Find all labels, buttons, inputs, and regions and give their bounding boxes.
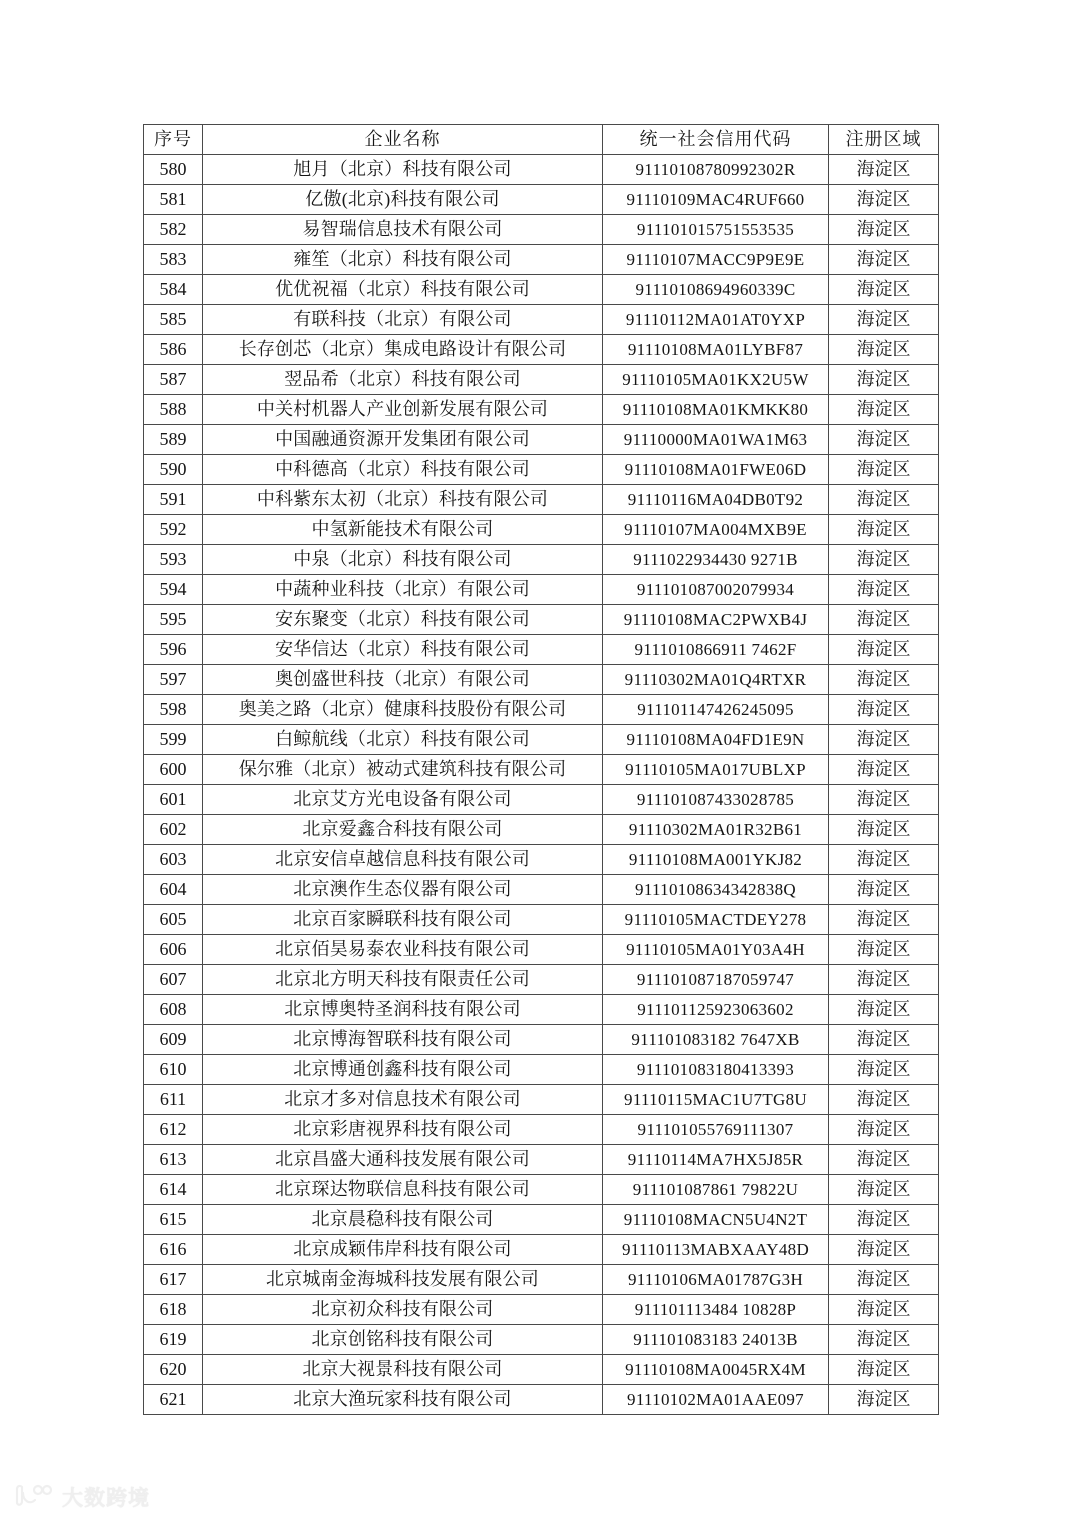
cell-index: 621 bbox=[144, 1385, 203, 1415]
cell-index: 599 bbox=[144, 725, 203, 755]
table-row bbox=[144, 995, 939, 1025]
cell-index: 598 bbox=[144, 695, 203, 725]
cell-registration-area: 海淀区 bbox=[829, 725, 939, 755]
table-header-row bbox=[144, 125, 939, 155]
cell-registration-area: 海淀区 bbox=[829, 905, 939, 935]
cell-credit-code: 9111010866911 7462F bbox=[603, 635, 829, 665]
cell-company-name: 中关村机器人产业创新发展有限公司 bbox=[203, 395, 603, 425]
table-row bbox=[144, 515, 939, 545]
table-row bbox=[144, 1115, 939, 1145]
cell-registration-area: 海淀区 bbox=[829, 1115, 939, 1145]
cell-credit-code: 91110102MA01AAE097 bbox=[603, 1385, 829, 1415]
table-row bbox=[144, 725, 939, 755]
cell-index: 592 bbox=[144, 515, 203, 545]
cell-company-name: 北京大视景科技有限公司 bbox=[203, 1355, 603, 1385]
cell-index: 608 bbox=[144, 995, 203, 1025]
cell-index: 591 bbox=[144, 485, 203, 515]
cell-company-name: 长存创芯（北京）集成电路设计有限公司 bbox=[203, 335, 603, 365]
cell-credit-code: 911101087187059747 bbox=[603, 965, 829, 995]
cell-credit-code: 91110105MA017UBLXP bbox=[603, 755, 829, 785]
cell-registration-area: 海淀区 bbox=[829, 1055, 939, 1085]
cell-registration-area: 海淀区 bbox=[829, 245, 939, 275]
cell-registration-area: 海淀区 bbox=[829, 425, 939, 455]
cell-registration-area: 海淀区 bbox=[829, 1295, 939, 1325]
cell-index: 619 bbox=[144, 1325, 203, 1355]
cell-company-name: 中氢新能技术有限公司 bbox=[203, 515, 603, 545]
table-row bbox=[144, 1295, 939, 1325]
table-row bbox=[144, 935, 939, 965]
cell-credit-code: 9111022934430 9271B bbox=[603, 545, 829, 575]
cell-registration-area: 海淀区 bbox=[829, 845, 939, 875]
cell-company-name: 北京安信卓越信息科技有限公司 bbox=[203, 845, 603, 875]
table-row bbox=[144, 1145, 939, 1175]
cell-index: 618 bbox=[144, 1295, 203, 1325]
cell-company-name: 北京成颖伟岸科技有限公司 bbox=[203, 1235, 603, 1265]
watermark bbox=[14, 1482, 150, 1512]
cell-registration-area: 海淀区 bbox=[829, 515, 939, 545]
cell-credit-code: 91110108780992302R bbox=[603, 155, 829, 185]
cell-index: 583 bbox=[144, 245, 203, 275]
cell-index: 600 bbox=[144, 755, 203, 785]
cell-index: 582 bbox=[144, 215, 203, 245]
cell-index: 580 bbox=[144, 155, 203, 185]
cell-credit-code: 91110108MAC2PWXB4J bbox=[603, 605, 829, 635]
cell-company-name: 保尔雅（北京）被动式建筑科技有限公司 bbox=[203, 755, 603, 785]
table-row bbox=[144, 275, 939, 305]
table-row bbox=[144, 875, 939, 905]
cell-index: 585 bbox=[144, 305, 203, 335]
cell-company-name: 亿傲(北京)科技有限公司 bbox=[203, 185, 603, 215]
cell-index: 612 bbox=[144, 1115, 203, 1145]
cell-credit-code: 911101083182 7647XB bbox=[603, 1025, 829, 1055]
cell-company-name: 北京博通创鑫科技有限公司 bbox=[203, 1055, 603, 1085]
cell-company-name: 易智瑞信息技术有限公司 bbox=[203, 215, 603, 245]
cell-index: 601 bbox=[144, 785, 203, 815]
cell-credit-code: 91110114MA7HX5J85R bbox=[603, 1145, 829, 1175]
cell-registration-area: 海淀区 bbox=[829, 575, 939, 605]
cell-registration-area: 海淀区 bbox=[829, 635, 939, 665]
cell-index: 609 bbox=[144, 1025, 203, 1055]
cell-company-name: 优优祝福（北京）科技有限公司 bbox=[203, 275, 603, 305]
table-row bbox=[144, 695, 939, 725]
table-row bbox=[144, 1055, 939, 1085]
cell-credit-code: 91110000MA01WA1M63 bbox=[603, 425, 829, 455]
column-header-company-name: 企业名称 bbox=[203, 125, 603, 155]
cell-index: 586 bbox=[144, 335, 203, 365]
cell-company-name: 安东聚变（北京）科技有限公司 bbox=[203, 605, 603, 635]
cell-registration-area: 海淀区 bbox=[829, 545, 939, 575]
table-row bbox=[144, 1085, 939, 1115]
cell-registration-area: 海淀区 bbox=[829, 305, 939, 335]
cell-company-name: 北京澳作生态仪器有限公司 bbox=[203, 875, 603, 905]
cell-registration-area: 海淀区 bbox=[829, 1145, 939, 1175]
watermark-text: 大数跨境 bbox=[62, 1487, 150, 1510]
cell-credit-code: 91110105MA01KX2U5W bbox=[603, 365, 829, 395]
table-row bbox=[144, 605, 939, 635]
cell-index: 594 bbox=[144, 575, 203, 605]
cell-company-name: 北京才多对信息技术有限公司 bbox=[203, 1085, 603, 1115]
cell-registration-area: 海淀区 bbox=[829, 875, 939, 905]
cell-credit-code: 91110105MACTDEY278 bbox=[603, 905, 829, 935]
cell-registration-area: 海淀区 bbox=[829, 965, 939, 995]
table-row bbox=[144, 1025, 939, 1055]
cell-index: 617 bbox=[144, 1265, 203, 1295]
cell-index: 605 bbox=[144, 905, 203, 935]
cell-credit-code: 91110108MA01FWE06D bbox=[603, 455, 829, 485]
cell-registration-area: 海淀区 bbox=[829, 785, 939, 815]
table-row bbox=[144, 545, 939, 575]
table-row bbox=[144, 755, 939, 785]
cell-index: 613 bbox=[144, 1145, 203, 1175]
cell-registration-area: 海淀区 bbox=[829, 455, 939, 485]
cell-credit-code: 91110108MA04FD1E9N bbox=[603, 725, 829, 755]
cell-credit-code: 911101087002079934 bbox=[603, 575, 829, 605]
cell-registration-area: 海淀区 bbox=[829, 185, 939, 215]
cell-index: 620 bbox=[144, 1355, 203, 1385]
cell-credit-code: 911101055769111307 bbox=[603, 1115, 829, 1145]
table-header bbox=[144, 125, 939, 155]
cell-company-name: 雍笙（北京）科技有限公司 bbox=[203, 245, 603, 275]
cell-company-name: 北京晨稳科技有限公司 bbox=[203, 1205, 603, 1235]
table-row bbox=[144, 905, 939, 935]
table-row bbox=[144, 635, 939, 665]
cell-company-name: 北京佰昊易泰农业科技有限公司 bbox=[203, 935, 603, 965]
cell-credit-code: 91110109MAC4RUF660 bbox=[603, 185, 829, 215]
cell-index: 597 bbox=[144, 665, 203, 695]
cell-company-name: 中国融通资源开发集团有限公司 bbox=[203, 425, 603, 455]
registry-table-container bbox=[143, 124, 938, 1415]
cell-registration-area: 海淀区 bbox=[829, 995, 939, 1025]
cell-registration-area: 海淀区 bbox=[829, 665, 939, 695]
cell-credit-code: 91110115MAC1U7TG8U bbox=[603, 1085, 829, 1115]
table-row bbox=[144, 155, 939, 185]
table-row bbox=[144, 1205, 939, 1235]
cell-registration-area: 海淀区 bbox=[829, 335, 939, 365]
table-row bbox=[144, 1385, 939, 1415]
table-row bbox=[144, 1355, 939, 1385]
cell-index: 616 bbox=[144, 1235, 203, 1265]
cell-company-name: 有联科技（北京）有限公司 bbox=[203, 305, 603, 335]
dashu-logo-icon bbox=[14, 1484, 54, 1510]
cell-credit-code: 91110106MA01787G3H bbox=[603, 1265, 829, 1295]
cell-company-name: 翌品希（北京）科技有限公司 bbox=[203, 365, 603, 395]
table-row bbox=[144, 395, 939, 425]
cell-credit-code: 911101147426245095 bbox=[603, 695, 829, 725]
cell-credit-code: 91110108MA0045RX4M bbox=[603, 1355, 829, 1385]
cell-registration-area: 海淀区 bbox=[829, 1355, 939, 1385]
table-row bbox=[144, 425, 939, 455]
cell-company-name: 中科紫东太初（北京）科技有限公司 bbox=[203, 485, 603, 515]
cell-company-name: 北京城南金海城科技发展有限公司 bbox=[203, 1265, 603, 1295]
cell-credit-code: 91110108694960339C bbox=[603, 275, 829, 305]
cell-index: 588 bbox=[144, 395, 203, 425]
cell-registration-area: 海淀区 bbox=[829, 1385, 939, 1415]
cell-registration-area: 海淀区 bbox=[829, 1265, 939, 1295]
cell-index: 614 bbox=[144, 1175, 203, 1205]
cell-index: 602 bbox=[144, 815, 203, 845]
cell-credit-code: 91110116MA04DB0T92 bbox=[603, 485, 829, 515]
cell-company-name: 北京北方明天科技有限责任公司 bbox=[203, 965, 603, 995]
cell-credit-code: 911101113484 10828P bbox=[603, 1295, 829, 1325]
cell-index: 581 bbox=[144, 185, 203, 215]
table-row bbox=[144, 785, 939, 815]
cell-registration-area: 海淀区 bbox=[829, 155, 939, 185]
cell-index: 606 bbox=[144, 935, 203, 965]
cell-index: 587 bbox=[144, 365, 203, 395]
cell-index: 603 bbox=[144, 845, 203, 875]
table-row bbox=[144, 1175, 939, 1205]
cell-company-name: 北京初众科技有限公司 bbox=[203, 1295, 603, 1325]
cell-credit-code: 91110113MABXAAY48D bbox=[603, 1235, 829, 1265]
cell-index: 589 bbox=[144, 425, 203, 455]
cell-credit-code: 91110105MA01Y03A4H bbox=[603, 935, 829, 965]
cell-index: 615 bbox=[144, 1205, 203, 1235]
cell-index: 596 bbox=[144, 635, 203, 665]
cell-registration-area: 海淀区 bbox=[829, 275, 939, 305]
cell-credit-code: 911101125923063602 bbox=[603, 995, 829, 1025]
cell-index: 590 bbox=[144, 455, 203, 485]
table-row bbox=[144, 575, 939, 605]
table-row bbox=[144, 335, 939, 365]
cell-company-name: 北京彩唐视界科技有限公司 bbox=[203, 1115, 603, 1145]
cell-registration-area: 海淀区 bbox=[829, 1085, 939, 1115]
table-row bbox=[144, 815, 939, 845]
cell-credit-code: 911101015751553535 bbox=[603, 215, 829, 245]
cell-registration-area: 海淀区 bbox=[829, 935, 939, 965]
cell-index: 607 bbox=[144, 965, 203, 995]
table-row bbox=[144, 1265, 939, 1295]
cell-credit-code: 91110108MA001YKJ82 bbox=[603, 845, 829, 875]
cell-company-name: 旭月（北京）科技有限公司 bbox=[203, 155, 603, 185]
cell-credit-code: 911101087433028785 bbox=[603, 785, 829, 815]
cell-registration-area: 海淀区 bbox=[829, 1205, 939, 1235]
cell-company-name: 白鲸航线（北京）科技有限公司 bbox=[203, 725, 603, 755]
cell-credit-code: 91110108MA01LYBF87 bbox=[603, 335, 829, 365]
cell-registration-area: 海淀区 bbox=[829, 695, 939, 725]
table-row bbox=[144, 305, 939, 335]
cell-registration-area: 海淀区 bbox=[829, 1325, 939, 1355]
table-row bbox=[144, 185, 939, 215]
cell-index: 595 bbox=[144, 605, 203, 635]
cell-registration-area: 海淀区 bbox=[829, 485, 939, 515]
table-row bbox=[144, 455, 939, 485]
cell-credit-code: 91110107MA004MXB9E bbox=[603, 515, 829, 545]
cell-registration-area: 海淀区 bbox=[829, 605, 939, 635]
cell-credit-code: 91110108MACN5U4N2T bbox=[603, 1205, 829, 1235]
cell-company-name: 北京琛达物联信息科技有限公司 bbox=[203, 1175, 603, 1205]
cell-company-name: 北京爱鑫合科技有限公司 bbox=[203, 815, 603, 845]
cell-registration-area: 海淀区 bbox=[829, 755, 939, 785]
table-row bbox=[144, 485, 939, 515]
table-row bbox=[144, 245, 939, 275]
cell-index: 610 bbox=[144, 1055, 203, 1085]
cell-company-name: 北京百家瞬联科技有限公司 bbox=[203, 905, 603, 935]
registry-table bbox=[143, 124, 939, 1415]
cell-registration-area: 海淀区 bbox=[829, 815, 939, 845]
table-row bbox=[144, 665, 939, 695]
cell-credit-code: 91110107MACC9P9E9E bbox=[603, 245, 829, 275]
cell-company-name: 中蔬种业科技（北京）有限公司 bbox=[203, 575, 603, 605]
cell-company-name: 北京博奥特圣润科技有限公司 bbox=[203, 995, 603, 1025]
cell-company-name: 北京创铭科技有限公司 bbox=[203, 1325, 603, 1355]
cell-index: 604 bbox=[144, 875, 203, 905]
cell-registration-area: 海淀区 bbox=[829, 365, 939, 395]
cell-company-name: 奥美之路（北京）健康科技股份有限公司 bbox=[203, 695, 603, 725]
cell-index: 584 bbox=[144, 275, 203, 305]
cell-credit-code: 91110108634342838Q bbox=[603, 875, 829, 905]
cell-company-name: 北京大渔玩家科技有限公司 bbox=[203, 1385, 603, 1415]
column-header-credit-code: 统一社会信用代码 bbox=[603, 125, 829, 155]
table-row bbox=[144, 215, 939, 245]
table-row bbox=[144, 1235, 939, 1265]
cell-company-name: 安华信达（北京）科技有限公司 bbox=[203, 635, 603, 665]
cell-registration-area: 海淀区 bbox=[829, 395, 939, 425]
cell-registration-area: 海淀区 bbox=[829, 215, 939, 245]
cell-company-name: 北京艾方光电设备有限公司 bbox=[203, 785, 603, 815]
cell-company-name: 中科德高（北京）科技有限公司 bbox=[203, 455, 603, 485]
table-row bbox=[144, 1325, 939, 1355]
cell-credit-code: 91110112MA01AT0YXP bbox=[603, 305, 829, 335]
cell-registration-area: 海淀区 bbox=[829, 1235, 939, 1265]
table-row bbox=[144, 965, 939, 995]
cell-credit-code: 911101087861 79822U bbox=[603, 1175, 829, 1205]
cell-registration-area: 海淀区 bbox=[829, 1175, 939, 1205]
table-body bbox=[144, 155, 939, 1415]
cell-credit-code: 91110302MA01R32B61 bbox=[603, 815, 829, 845]
cell-credit-code: 911101083183 24013B bbox=[603, 1325, 829, 1355]
cell-credit-code: 911101083180413393 bbox=[603, 1055, 829, 1085]
cell-credit-code: 91110302MA01Q4RTXR bbox=[603, 665, 829, 695]
cell-index: 611 bbox=[144, 1085, 203, 1115]
column-header-registration-area: 注册区域 bbox=[829, 125, 939, 155]
cell-company-name: 中泉（北京）科技有限公司 bbox=[203, 545, 603, 575]
cell-index: 593 bbox=[144, 545, 203, 575]
table-row bbox=[144, 365, 939, 395]
cell-registration-area: 海淀区 bbox=[829, 1025, 939, 1055]
cell-company-name: 北京博海智联科技有限公司 bbox=[203, 1025, 603, 1055]
cell-company-name: 北京昌盛大通科技发展有限公司 bbox=[203, 1145, 603, 1175]
column-header-index: 序号 bbox=[144, 125, 203, 155]
table-row bbox=[144, 845, 939, 875]
cell-credit-code: 91110108MA01KMKK80 bbox=[603, 395, 829, 425]
cell-company-name: 奥创盛世科技（北京）有限公司 bbox=[203, 665, 603, 695]
